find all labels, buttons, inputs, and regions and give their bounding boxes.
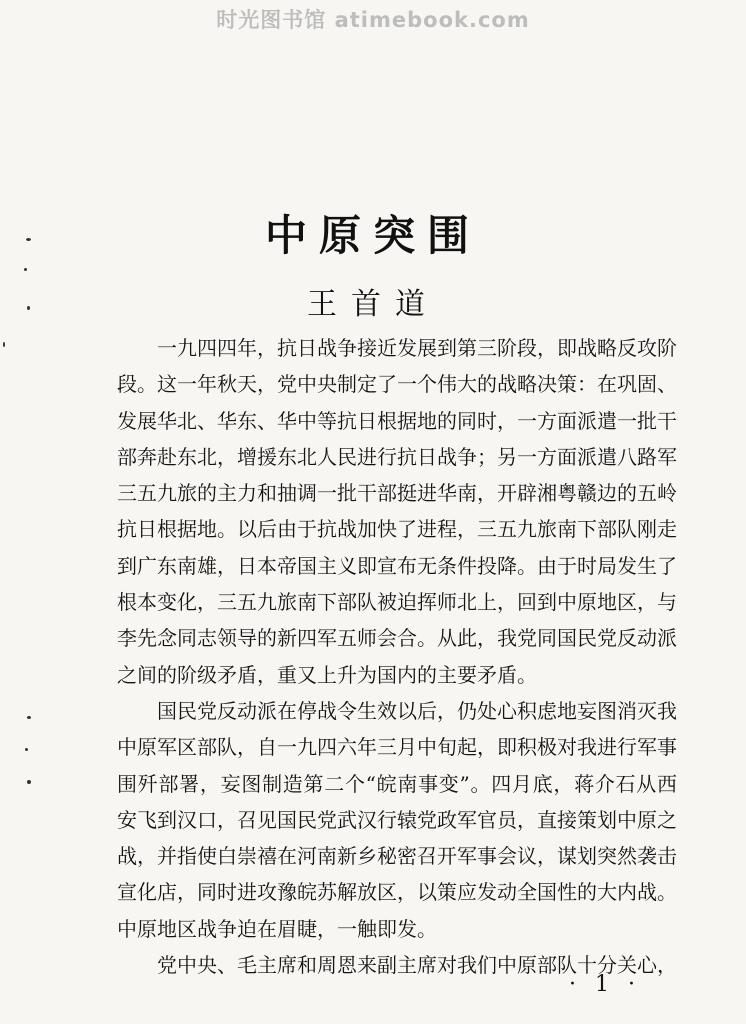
scan-speck bbox=[24, 268, 27, 271]
paragraph: 党中央、毛主席和周恩来副主席对我们中原部队十分关心， bbox=[157, 953, 677, 978]
paragraph: 一九四四年，抗日战争接近发展到第三阶段，即战略反攻阶段。这一年秋天，党中央制定了一个伟大的战略决策：在巩固、发展华北、华东、华中等抗日根据地的同时，一方面派遣一批干部奔赴东北，增援东北人民进行抗日战争；另一方面派遣八路军三五九旅的主力和抽调一批干部挺进华南，开辟湘粤赣边的五岭抗日根据地。以后由于抗战加快了进程，三五九旅南下部队刚走到广东南雄，日本帝国主义即宣布无条件投降。由于时局发生了根本变化，三五九旅南下部队被迫挥师北上，回到中原地区，与李先念同志领导的新四军五师会合。从此，我党同国民党反动派之间的阶级矛盾，重又上升为国内的主要矛盾。 bbox=[117, 336, 677, 687]
scan-speck bbox=[25, 748, 28, 751]
author-name: 王首道 bbox=[307, 287, 439, 322]
watermark: 时光图书馆 atimebook.com bbox=[216, 8, 530, 32]
body-text bbox=[117, 330, 677, 983]
scan-speck bbox=[3, 342, 5, 347]
paragraph: 国民党反动派在停战令生效以后，仍处心积虑地妄图消灭我中原军区部队，自一九四六年三月中旬起，即积极对我进行军事围歼部署，妄图制造第二个“皖南事变”。四月底，蒋介石从西安飞到汉口，召见国民党武汉行辕党政军官员，直接策划中原之战，并指使白崇禧在河南新乡秘密召开军事会议，谋划突然袭击宣化店，同时进攻豫皖苏解放区，以策应发动全国性的大内战。中原地区战争迫在眉睫，一触即发。 bbox=[117, 698, 677, 941]
scan-speck bbox=[26, 238, 31, 241]
scan-speck bbox=[27, 716, 31, 719]
page-number: · 1 · bbox=[569, 972, 641, 997]
scan-speck bbox=[27, 780, 31, 784]
scan-speck bbox=[27, 306, 30, 310]
page-title: 中原突围 bbox=[264, 211, 481, 260]
